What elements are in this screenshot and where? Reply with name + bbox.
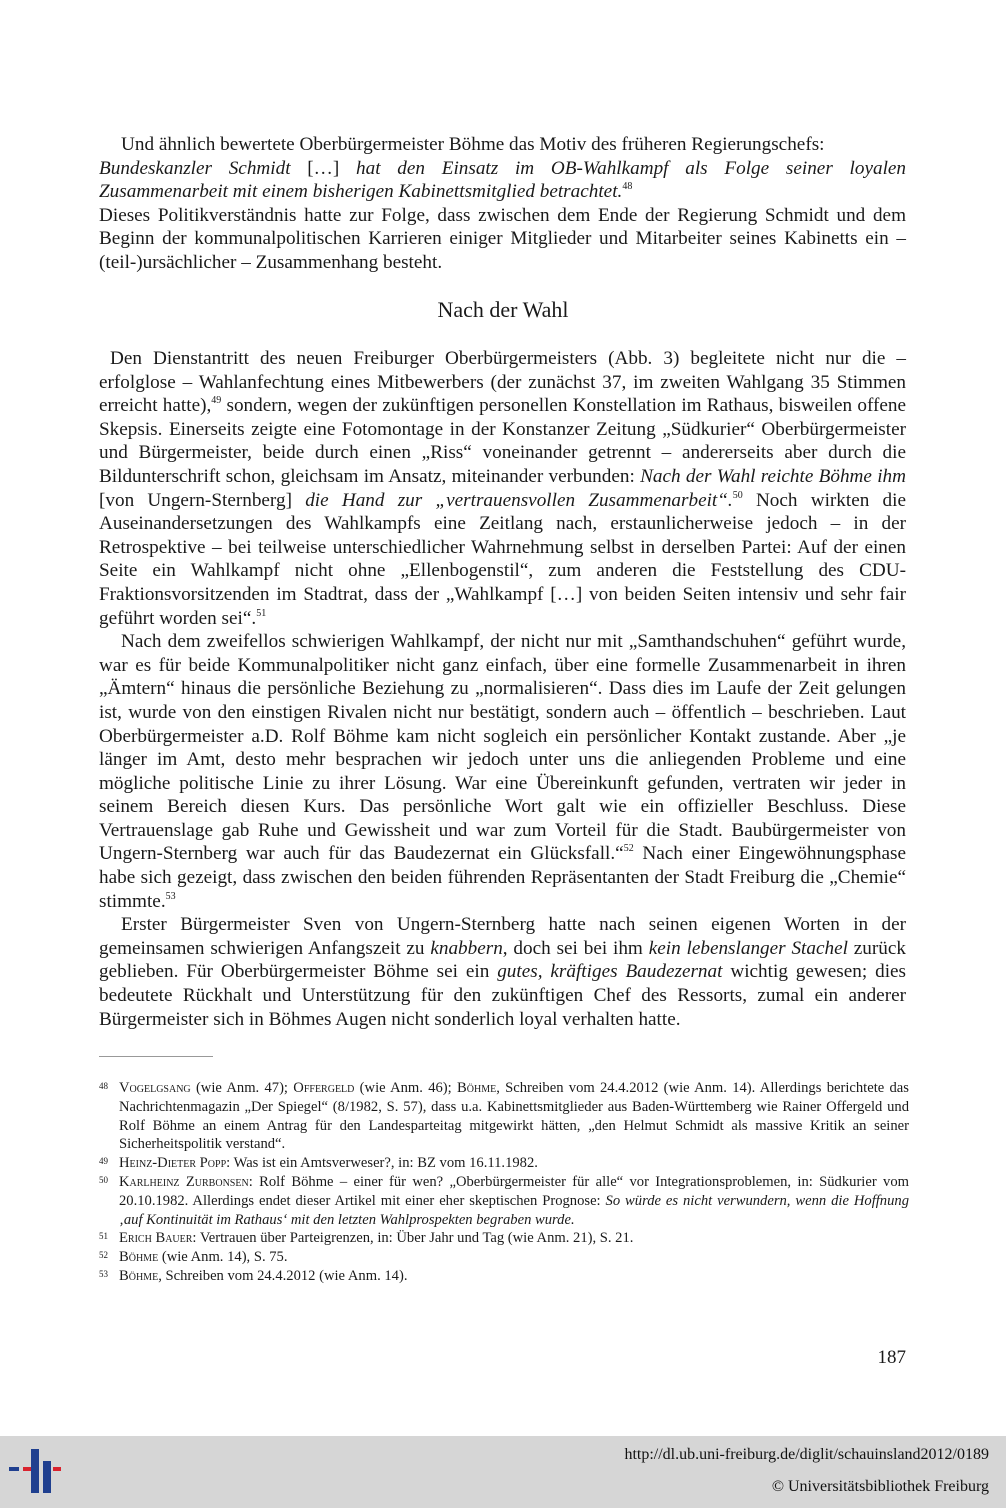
footnote-ref[interactable]: 49 [211,395,222,407]
author: Heinz-Dieter Popp [119,1155,227,1172]
author: Böhme [119,1267,159,1284]
footnote-text [119,1229,909,1248]
text: (wie Anm. 46); [354,1080,458,1096]
quote-italic: Bundeskanzler Schmidt [99,157,291,179]
author: Erich Bauer [119,1230,193,1247]
footnote-text [119,1079,909,1154]
text: zurück geblieben. Für Oberbürgermeister Böhme sei ein [99,937,906,983]
text: , Schreiben vom 24.4.2012 (wie Anm. 14). [158,1267,408,1284]
text: sondern, wegen der zukünftigen personellen Konstellation im Rathaus, bisweilen offene Skepsis. Einerseits zeigte eine Fotomontage in der Konstanzer Zeitung „Südkurier“ Oberbürgermeister und Bürgermeister, beide durch einen „Riss“ voneinander getrennt – andererseits aber durch die Bildunterschrift schon, gleichsam im Ansatz, miteinander verbunden: [99,395,907,487]
text: Erster Bürgermeister Sven von Ungern-Sternberg hatte nach seinen eigenen Worten in der gemeinsamen schwierigen Anfangszeit zu [99,914,906,959]
section-heading: Nach der Wahl [437,297,569,322]
text: wichtig gewesen; dies bedeutete Rückhalt und Unterstützung für den zukünftigen Chef des Ressorts, zumal ein anderer Bürgermeister sich in Böhmes Augen nicht sonderlich loyal verhalten hatte. [99,961,907,1030]
text: : Was ist ein Amtsverweser?, in: BZ vom 16.11.1982. [226,1155,538,1172]
footnote-53 [99,1267,909,1286]
footnotes [99,1079,909,1286]
text: : Vertrauen über Parteigrenzen, in: Über Jahr und Tag (wie Anm. 21), S. 21. [192,1230,634,1247]
text: (wie Anm. 47); [190,1080,294,1096]
intro-paragraph [99,133,906,204]
main-section [99,347,906,1031]
footnote-number: 48 [99,1081,108,1091]
footnote-49 [99,1154,909,1173]
text: Nach dem zweifellos schwierigen Wahlkampf, der nicht nur mit „Samthandschuhen“ geführt wurde, war es für beide Kommunalpolitiker nicht ganz einfach, über eine formelle Zusammenarbeit in ihren „Ämtern“ hinaus die persönliche Beziehung zu „normalisieren“. Dass dies im Laufe der Zeit gelungen ist, wurde von den einstigen Rivalen nicht nur bestätigt, sondern auch – öffentlich – beschrieben. Laut Oberbürgermeister a.D. Rolf Böhme kam nicht sogleich ein persönlicher Kontakt zustande. Aber „je länger im Amt, desto mehr besprachen wir jedoch unter uns die anliegenden Probleme und eine mögliche politische Linie zu ihrer Lösung. War eine Übereinkunft gefunden, vertraten wir jeder in seinem Bereich diesen Kurs. Das persönliche Wort galt wie ein offizieller Beschluss. Diese Vertrauenslage gab Ruhe und Gewissheit und war zum Vorteil für die Stadt. Baubürgermeister von Ungern-Sternberg war auch für das Baudezernat ein Glücksfall.“ [99,631,906,865]
text: [von Ungern-Sternberg] [99,489,306,511]
footnote-ref[interactable]: 52 [623,843,634,855]
paragraph [99,347,906,630]
footnote-text [119,1154,909,1173]
quote-italic: So würde es nicht verwundern, wenn die Hoffnung ‚auf Kontinuität im Rathaus‘ mit den letzten Wahlprospekten begraben wurde. [119,1192,909,1228]
quote-italic: knabbern [430,937,503,959]
footnote-ref[interactable]: 51 [256,607,267,619]
footnote-text [119,1267,909,1286]
text: Noch wirkten die Auseinandersetzungen des Wahlkampfs eine Zeitlang nach, erstaunlicherweise jedoch – in der Retrospektive – bei teilweise unterschiedlicher Wahrnehmung selbst in derselben Partei: Auf der einen Seite ein Wahlkampf nicht ohne „Ellenbogenstil“, zum anderen die Feststellung des CDU-Fraktionsvorsitzenden im Stadtrat, dass der „Wahlkampf […] von beiden Seiten intensiv und sehr fair geführt worden sei“. [99,489,906,629]
text: , doch sei bei ihm [502,937,649,959]
footnote-number: 52 [99,1250,108,1261]
text: , Schreiben vom 24.4.2012 (wie Anm. 14). Allerdings berichtete das Nachrichtenmagazin „Der Spiegel“ (8/1982, S. 57), dass u.a. Kabinettsmitglieder aus Baden-Württemberg wie Rainer Offergeld und Rolf Böhme an einem Antrag für den Landesparteitag mitgewirkt hätten, „den Helmut Schmidt als massive Kritik an seiner Sicherheitspolitik verstand“. [119,1080,909,1153]
footnote-text [119,1173,909,1229]
footnote-48 [99,1079,909,1154]
copyright-notice: © Universitätsbibliothek Freiburg [771,1478,989,1495]
footnote-number: 53 [99,1268,108,1279]
quote-italic: Nach der Wahl reichte Böhme ihm [640,465,906,487]
author: Karlheinz Zurbonsen [119,1173,249,1190]
author: Vogelgsang [119,1080,191,1096]
footnote-number: 49 [99,1156,108,1167]
footnote-ref[interactable]: 53 [165,890,176,902]
author: Böhme [119,1249,159,1266]
text: : Rolf Böhme – einer für wen? „Oberbürgermeister für alle“ vor Integrationsproblemen, in: Südkurier vom 20.10.1982. Allerdings endet dieser Artikel mit einer eher skeptischen Prognose: [119,1173,909,1209]
quote-italic: kein lebenslanger Stachel [648,937,848,959]
paragraph [99,913,906,1031]
page-number: 187 [877,1347,906,1368]
footnote-number: 50 [99,1174,108,1185]
footnote-52 [99,1248,909,1267]
footnote-ref[interactable]: 50 [732,489,743,501]
quote-italic: die Hand zur „vertrauensvollen Zusammenarbeit“. [305,489,733,511]
text: (wie Anm. 14), S. 75. [158,1249,288,1266]
paragraph [99,630,906,913]
intro-section [99,133,906,275]
text: Den Dienstantritt des neuen Freiburger Oberbürgermeisters (Abb. 3) begleitete nicht nur die – erfolglose – Wahlanfechtung eines Mitbewerbers (der zunächst 37, im zweiten Wahlgang 35 Stimmen erreicht hatte), [99,348,907,417]
quote-italic: hat den Einsatz im OB-Wahlkampf als Folge seiner loyalen Zusammenarbeit mit einem bisherigen Kabinettsmitglied betrachtet. [99,157,907,203]
footnote-text [119,1248,909,1267]
footnote-ref[interactable]: 48 [622,181,633,193]
footnote-number: 51 [99,1231,108,1242]
intro-paragraph-2: Dieses Politikverständnis hatte zur Folge, dass zwischen dem Ende der Regierung Schmidt und dem Beginn der kommunalpolitischen Karrieren einiger Mitglieder und Mitarbeiter seines Kabinetts ein – (teil-)ursächlicher – Zusammenhang besteht. [99,204,906,273]
ub-freiburg-logo-icon[interactable] [9,1441,69,1501]
footnote-51 [99,1229,909,1248]
author: Offergeld [293,1080,355,1096]
footnote-divider [99,1056,213,1057]
source-url-link[interactable]: http://dl.ub.uni-freiburg.de/diglit/schauinsland2012/0189 [624,1446,989,1463]
quote-italic: gutes, kräftiges Baudezernat [497,961,723,983]
ellipsis: […] [290,157,357,179]
footnote-50 [99,1173,909,1229]
intro-text: Und ähnlich bewertete Oberbürgermeister Böhme das Motiv des früheren Regierungschefs: [121,134,825,155]
author: Böhme [457,1080,497,1096]
text: Nach einer Eingewöhnungsphase habe sich gezeigt, dass zwischen den beiden führenden Repräsentanten der Stadt Freiburg die „Chemie“ stimmte. [99,843,906,912]
